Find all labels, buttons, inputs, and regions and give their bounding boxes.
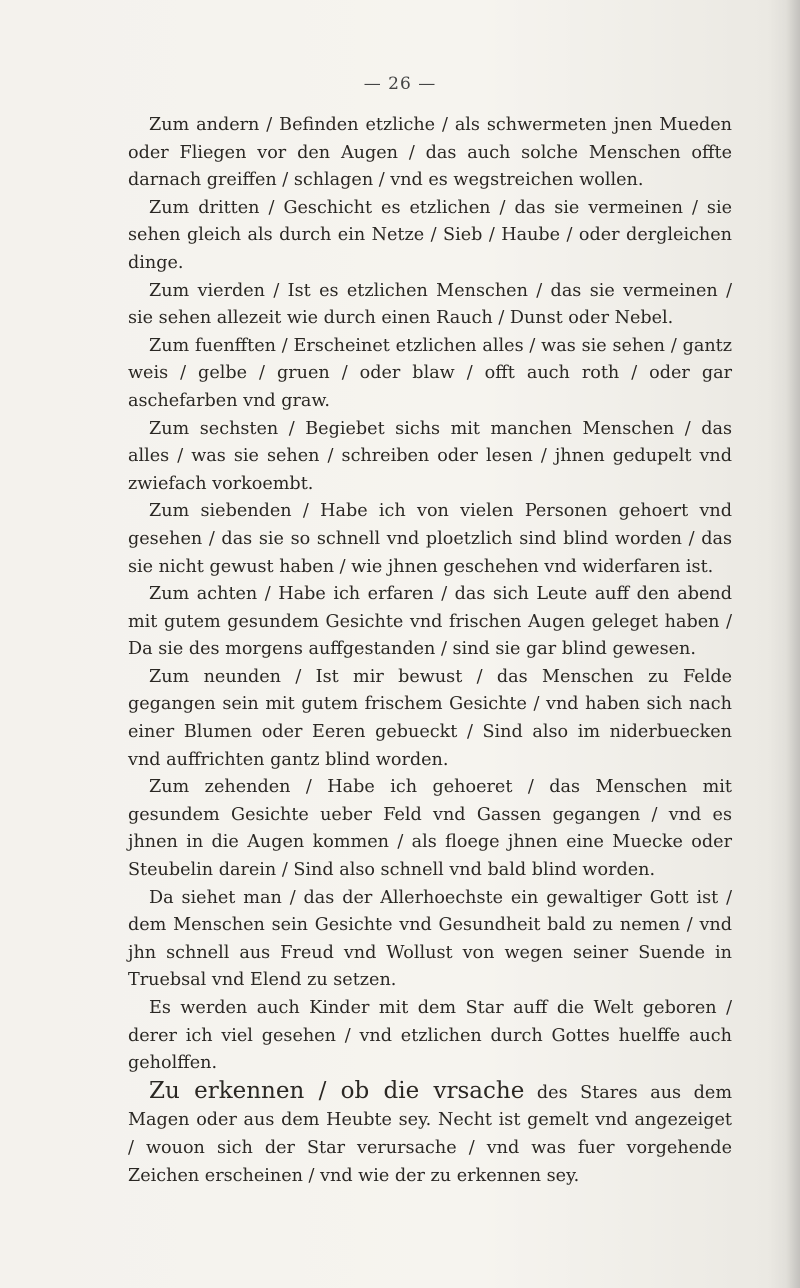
- paragraph: Zum sechsten / Begiebet sichs mit manchen Menschen / das alles / was sie sehen / schreiben oder lesen / jhnen gedupelt vnd zwiefach vorkoembt.: [128, 418, 732, 494]
- paragraph: Zum vierden / Ist es etzlichen Menschen / das sie vermeinen / sie sehen allezeit wie durch einen Rauch / Dunst oder Nebel.: [128, 280, 732, 329]
- section-heading: Zu erkennen / ob die vrsache: [149, 1077, 525, 1104]
- page-edge-shadow: [786, 0, 800, 1288]
- body-text: [128, 112, 732, 1190]
- paragraph: Zum fuenfften / Erscheinet etzlichen alles / was sie sehen / gantz weis / gelbe / gruen / oder blaw / offt auch roth / oder gar aschefarben vnd graw.: [128, 335, 732, 411]
- paragraph: Zum dritten / Geschicht es etzlichen / das sie vermeinen / sie sehen gleich als durch ein Netze / Sieb / Haube / oder dergleichen dinge.: [128, 197, 732, 273]
- paragraph: Zum achten / Habe ich erfaren / das sich Leute auff den abend mit gutem gesundem Gesichte vnd frischen Augen geleget haben / Da sie des morgens auffgestanden / sind sie gar blind gewesen.: [128, 584, 732, 660]
- paragraph: Zum andern / Befinden etzliche / als schwermeten jnen Mueden oder Fliegen vor den Augen / das auch solche Menschen offte darnach greiffen / schlagen / vnd es wegstreichen wollen.: [128, 115, 732, 191]
- paragraph: Zum siebenden / Habe ich von vielen Personen gehoert vnd gesehen / das sie so schnell vnd ploetzlich sind blind worden / das sie nicht gewust haben / wie jhnen geschehen vnd widerfaren ist.: [128, 501, 732, 577]
- page-number: — 26 —: [363, 74, 437, 94]
- paragraph: Zum zehenden / Habe ich gehoeret / das Menschen mit gesundem Gesichte ueber Feld vnd Gassen gegangen / vnd es jhnen in die Augen kommen / als floege jhnen eine Muecke oder Steubelin darein / Sind also schnell vnd bald blind worden.: [128, 777, 732, 881]
- paragraph: Es werden auch Kinder mit dem Star auff die Welt geboren / derer ich viel gesehen / vnd etzlichen durch Gottes huelffe auch geholffen.: [128, 998, 732, 1074]
- section-paragraph: [128, 1078, 732, 1190]
- paragraph: Da siehet man / das der Allerhoechste ein gewaltiger Gott ist / dem Menschen sein Gesichte vnd Gesundheit bald zu nemen / vnd jhn schnell aus Freud vnd Wollust von wegen seiner Suende in Truebsal vnd Elend zu setzen.: [128, 887, 732, 991]
- section-text: des Stares aus dem Magen oder aus dem Heubte sey. Necht ist gemelt vnd angezeiget / wouon sich der Star verursache / vnd was fuer vorgehende Zeichen erscheinen / vnd wie der zu erkennen sey.: [128, 1082, 733, 1186]
- paragraph: Zum neunden / Ist mir bewust / das Menschen zu Felde gegangen sein mit gutem frischem Gesichte / vnd haben sich nach einer Blumen oder Eeren gebueckt / Sind also im niderbuecken vnd auffrichten gantz blind worden.: [128, 666, 732, 770]
